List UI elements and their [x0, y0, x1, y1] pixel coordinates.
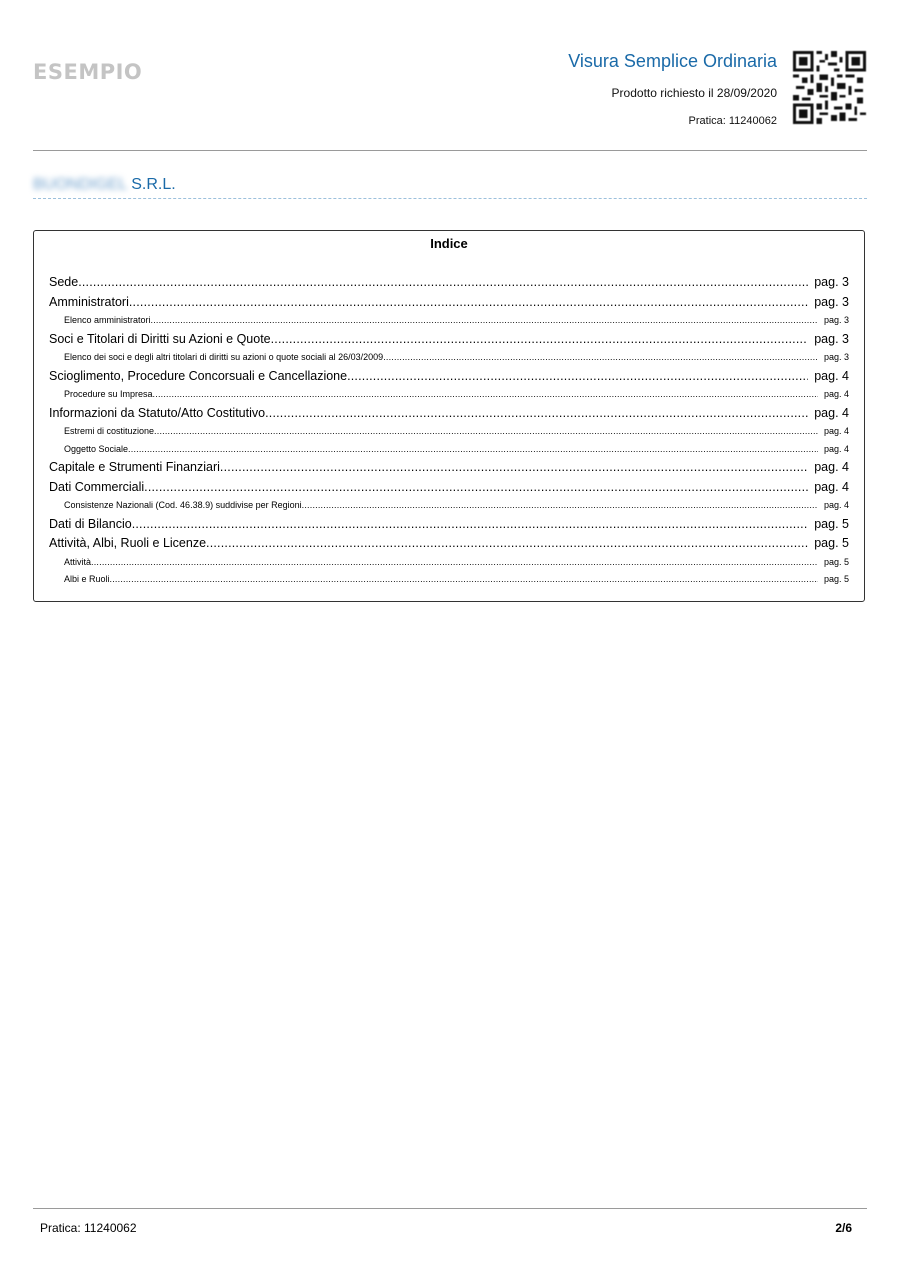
footer-pratica-number: Pratica: 11240062: [40, 1221, 137, 1235]
index-subentry-elenco-amministratori[interactable]: Elenco amministratori ..... pag. 3: [49, 312, 849, 330]
company-suffix: S.R.L.: [131, 176, 176, 193]
requested-date: Prodotto richiesto il 28/09/2020: [611, 86, 777, 100]
index-subentry-oggetto-sociale[interactable]: Oggetto Sociale ..... pag. 4: [49, 441, 849, 459]
index-subentry-elenco-soci[interactable]: Elenco dei soci e degli altri titolari di diritti su azioni o quote sociali al 26/03/2009 ..... pag. 3: [49, 349, 849, 367]
index-list: [49, 273, 849, 589]
index-subentry-consistenze-nazionali[interactable]: Consistenze Nazionali (Cod. 46.38.9) suddivise per Regioni ..... pag. 4: [49, 497, 849, 515]
index-subentry-attivita[interactable]: Attività ..... pag. 5: [49, 554, 849, 572]
index-entry-sede[interactable]: Sede ..... pag. 3: [49, 273, 849, 293]
index-entry-attivita-albi[interactable]: Attività, Albi, Ruoli e Licenze ..... pag. 5: [49, 534, 849, 554]
index-entry-scioglimento[interactable]: Scioglimento, Procedure Concorsuali e Cancellazione ..... pag. 4: [49, 367, 849, 387]
index-subentry-estremi-costituzione[interactable]: Estremi di costituzione ..... pag. 4: [49, 423, 849, 441]
esempio-watermark: ESEMPIO: [33, 60, 143, 84]
index-subentry-procedure-impresa[interactable]: Procedure su Impresa ..... pag. 4: [49, 386, 849, 404]
index-entry-statuto[interactable]: Informazioni da Statuto/Atto Costitutivo ..... pag. 4: [49, 404, 849, 424]
company-name-redacted: BUONDIGEL: [33, 176, 128, 193]
qr-code-icon: [793, 51, 866, 124]
index-title: Indice: [430, 236, 468, 251]
header-divider: [33, 150, 867, 151]
index-subentry-albi-ruoli[interactable]: Albi e Ruoli ..... pag. 5: [49, 571, 849, 589]
index-entry-amministratori[interactable]: Amministratori ..... pag. 3: [49, 293, 849, 313]
company-name: [33, 176, 867, 199]
index-entry-dati-bilancio[interactable]: Dati di Bilancio ..... pag. 5: [49, 515, 849, 535]
document-title: Visura Semplice Ordinaria: [568, 51, 777, 71]
index-entry-capitale[interactable]: Capitale e Strumenti Finanziari ..... pag. 4: [49, 458, 849, 478]
index-entry-soci-titolari[interactable]: Soci e Titolari di Diritti su Azioni e Quote ..... pag. 3: [49, 330, 849, 350]
page-number: 2/6: [835, 1221, 852, 1235]
index-box: [33, 230, 865, 602]
footer-divider: [33, 1208, 867, 1209]
pratica-number-header: Pratica: 11240062: [688, 115, 777, 127]
index-entry-dati-commerciali[interactable]: Dati Commerciali ..... pag. 4: [49, 478, 849, 498]
